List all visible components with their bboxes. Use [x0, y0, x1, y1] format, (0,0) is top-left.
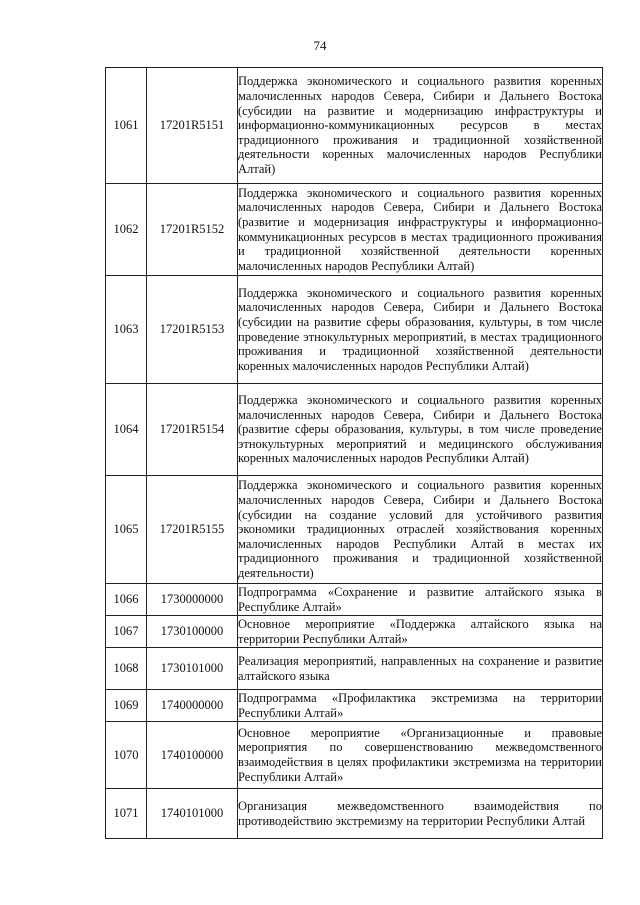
row-description: Поддержка экономического и социального развития коренных малочисленных народов Севера, Сибири и Дальнего Востока (развитие и модернизация инфраструктуры и информационно-коммуникационных ресурсов в местах традиционного проживания и традиционной хозяйственной деятельности коренных малочисленных народов Республики Алтай) [238, 184, 603, 276]
row-number: 1061 [106, 68, 147, 184]
row-number: 1065 [106, 476, 147, 584]
classification-code: 1730100000 [147, 616, 238, 648]
row-description: Подпрограмма «Сохранение и развитие алтайского языка в Республике Алтай» [238, 584, 602, 614]
row-number: 1071 [106, 789, 147, 839]
row-number: 1069 [106, 690, 147, 722]
row-description: Основное мероприятие «Организационные и правовые мероприятия по совершенствованию межведомственного взаимодействия в целях профилактики экстремизма на территории Республики Алтай» [238, 722, 603, 789]
row-description: Поддержка экономического и социального развития коренных малочисленных народов Севера, Сибири и Дальнего Востока (развитие сферы образования, культуры, в том числе проведение этнокультурных мероприятий и медицинского обслуживания коренных малочисленных народов Республики Алтай) [238, 384, 603, 476]
table-row [106, 184, 603, 276]
row-description: Подпрограмма «Профилактика экстремизма на территории Республики Алтай» [238, 690, 602, 720]
row-number: 1067 [106, 616, 147, 648]
table-row [106, 648, 603, 690]
table-row [106, 476, 603, 584]
classification-code: 1730000000 [147, 584, 238, 616]
table-row [106, 690, 603, 722]
table-row [106, 384, 603, 476]
classification-code: 1740000000 [147, 690, 238, 722]
row-description: Реализация мероприятий, направленных на сохранение и развитие алтайского языка [238, 648, 603, 690]
table-row [106, 722, 603, 789]
classification-code: 17201R5152 [147, 184, 238, 276]
classification-code: 17201R5153 [147, 276, 238, 384]
table-row [106, 616, 603, 648]
row-description: Основное мероприятие «Поддержка алтайского языка на территории Республики Алтай» [238, 616, 602, 646]
table-row [106, 276, 603, 384]
row-description: Поддержка экономического и социального развития коренных малочисленных народов Севера, Сибири и Дальнего Востока (субсидии на развитие сферы образования, культуры, в том числе проведение этнокультурных мероприятий, в местах традиционного проживания и традиционной хозяйственной деятельности коренных малочисленных народов Республики Алтай) [238, 276, 603, 384]
row-number: 1066 [106, 584, 147, 616]
row-number: 1064 [106, 384, 147, 476]
classification-table [105, 67, 603, 839]
table-row [106, 789, 603, 839]
table-row [106, 68, 603, 184]
row-number: 1063 [106, 276, 147, 384]
page-number: 74 [313, 38, 327, 53]
row-description: Поддержка экономического и социального развития коренных малочисленных народов Севера, Сибири и Дальнего Востока (субсидии на создание условий для устойчивого развития экономики традиционных отраслей хозяйствования коренных малочисленных народов Республики Алтай в местах их традиционного проживания и традиционной хозяйственной деятельности) [238, 476, 603, 584]
classification-code: 17201R5155 [147, 476, 238, 584]
classification-code: 17201R5151 [147, 68, 238, 184]
classification-code: 1730101000 [147, 648, 238, 690]
classification-code: 17201R5154 [147, 384, 238, 476]
classification-code: 1740100000 [147, 722, 238, 789]
row-number: 1068 [106, 648, 147, 690]
row-number: 1062 [106, 184, 147, 276]
classification-code: 1740101000 [147, 789, 238, 839]
table-row [106, 584, 603, 616]
row-description: Поддержка экономического и социального развития коренных малочисленных народов Севера, Сибири и Дальнего Востока (субсидии на развитие и модернизацию инфраструктуры и информационно-коммуникационных ресурсов в местах традиционного проживания и традиционной хозяйственной деятельности коренных малочисленных народов Республики Алтай) [238, 68, 603, 184]
row-description: Организация межведомственного взаимодействия по противодействию экстремизму на территории Республики Алтай [238, 789, 603, 839]
row-number: 1070 [106, 722, 147, 789]
